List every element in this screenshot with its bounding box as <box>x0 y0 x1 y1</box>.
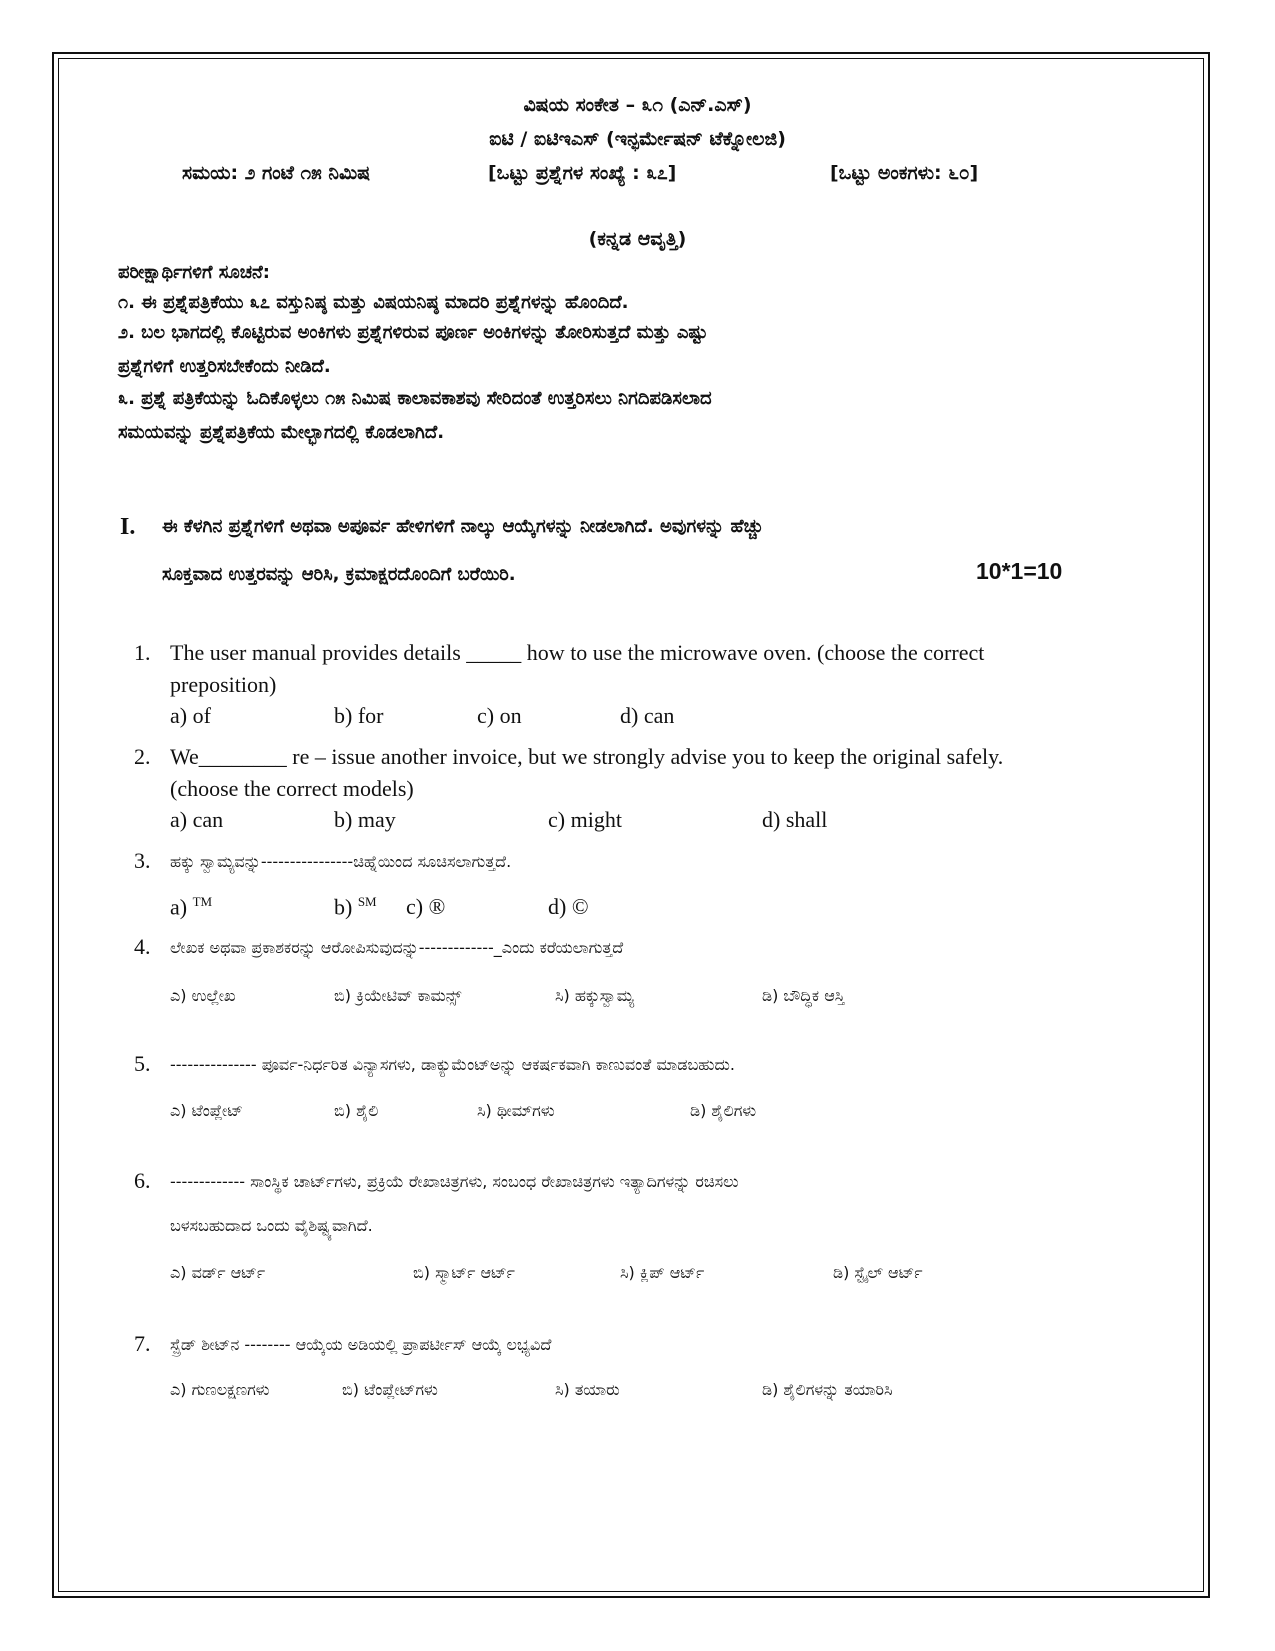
instruction-2a: ೨. ಬಲ ಭಾಗದಲ್ಲಿ ಕೊಟ್ಟಿರುವ ಅಂಕಿಗಳು ಪ್ರಶ್ನೆಗಳಿರುವ ಪೂರ್ಣ ಅಂಕಿಗಳನ್ನು ತೋರಿಸುತ್ತದೆ ಮತ್ತು ಎಷ್ಟು <box>118 322 708 343</box>
option-c: ಸಿ) ಕ್ಲಿಪ್ ಆರ್ಟ್ <box>620 1263 705 1282</box>
total-questions: [ಒಟ್ಟು ಪ್ರಶ್ನೆಗಳ ಸಂಖ್ಯೆ : ೩೭] <box>488 162 677 184</box>
question-text-cont: ಬಳಸಬಹುದಾದ ಒಂದು ವೈಶಿಷ್ಟ್ಯವಾಗಿದೆ. <box>170 1216 373 1235</box>
instruction-1: ೧. ಈ ಪ್ರಶ್ನೆಪತ್ರಿಕೆಯು ೩೭ ವಸ್ತುನಿಷ್ಠ ಮತ್ತು ವಿಷಯನಿಷ್ಠ ಮಾದರಿ ಪ್ರಶ್ನೆಗಳನ್ನು ಹೊಂದಿದೆ. <box>118 292 629 313</box>
option-b: b) for <box>334 703 384 728</box>
option-c: c) on <box>477 703 522 728</box>
option-b: b) may <box>334 807 396 832</box>
question-number: 2. <box>134 744 151 769</box>
option-b <box>334 894 377 920</box>
option-a: ಎ) ಟೆಂಪ್ಲೇಟ್ <box>170 1101 243 1120</box>
question-text: ------------- ಸಾಂಸ್ಥಿಕ ಚಾರ್ಟ್‌ಗಳು, ಪ್ರಕ್ರಿಯೆ ರೇಖಾಚಿತ್ರಗಳು, ಸಂಬಂಧ ರೇಖಾಚಿತ್ರಗಳು ಇತ್ಯಾದಿಗಳನ್ನು ರಚಿಸಲು <box>170 1172 739 1191</box>
option-a: ಎ) ವರ್ಡ್ ಆರ್ಟ್ <box>170 1263 266 1282</box>
option-b: ಬಿ) ಕ್ರಿಯೇಟಿವ್ ಕಾಮನ್ಸ್ <box>334 986 462 1005</box>
option-a <box>170 894 212 920</box>
option-a: a) can <box>170 807 224 832</box>
service-mark-symbol: SM <box>357 894 377 909</box>
question-text-cont: preposition) <box>170 672 277 697</box>
question-text: ಲೇಖಕ ಅಥವಾ ಪ್ರಕಾಶಕರನ್ನು ಆರೋಪಿಸುವುದನ್ನು-------------_ಎಂದು ಕರೆಯಲಾಗುತ್ತದೆ <box>170 938 624 957</box>
option-d: ಡಿ) ಶೈಲಿಗಳು <box>690 1101 757 1120</box>
section-instruction-1: ಈ ಕೆಳಗಿನ ಪ್ರಶ್ನೆಗಳಿಗೆ ಅಥವಾ ಅಪೂರ್ವ ಹೇಳಿಗಳಿಗೆ ನಾಲ್ಕು ಆಯ್ಕೆಗಳನ್ನು ನೀಡಲಾಗಿದೆ. ಅವುಗಳನ್ನು ಹೆಚ್ಚು <box>162 516 764 537</box>
option-a: ಎ) ಗುಣಲಕ್ಷಣಗಳು <box>170 1380 270 1399</box>
option-b-label: b) <box>334 894 353 920</box>
question-number: 5. <box>134 1051 151 1076</box>
option-b: ಬಿ) ಶೈಲಿ <box>334 1101 379 1120</box>
version-label: (ಕನ್ನಡ ಆವೃತ್ತಿ) <box>588 228 687 250</box>
total-marks: [ಒಟ್ಟು ಅಂಕಗಳು: ೬೦] <box>830 162 979 184</box>
subject-code: ವಿಷಯ ಸಂಕೇತ – ೩೧ (ಎನ್.ಎಸ್) <box>523 94 752 116</box>
option-d: d) shall <box>762 807 828 832</box>
option-c: ಸಿ) ಥೀಮ್‌ಗಳು <box>477 1101 555 1120</box>
question-number: 1. <box>134 640 151 665</box>
trademark-symbol: TM <box>192 894 213 909</box>
section-marks: 10*1=10 <box>976 558 1063 584</box>
question-text: ಸ್ಪ್ರೆಡ್ ಶೀಟ್‌ನ -------- ಆಯ್ಕೆಯ ಅಡಿಯಲ್ಲಿ ಪ್ರಾಪರ್ಟೀಸ್ ಆಯ್ಕೆ ಲಭ್ಯವಿದೆ <box>170 1335 552 1354</box>
instruction-3a: ೩. ಪ್ರಶ್ನೆ ಪತ್ರಿಕೆಯನ್ನು ಓದಿಕೊಳ್ಳಲು ೧೫ ನಿಮಿಷ ಕಾಲಾವಕಾಶವು ಸೇರಿದಂತೆ ಉತ್ತರಿಸಲು ನಿಗದಿಪಡಿಸಲಾದ <box>118 388 712 409</box>
option-a: ಎ) ಉಲ್ಲೇಖ <box>170 986 236 1005</box>
option-d: d) can <box>620 703 675 728</box>
page-border <box>52 52 1210 1598</box>
option-d: ಡಿ) ಬೌದ್ಧಿಕ ಆಸ್ತಿ <box>762 986 845 1005</box>
question-text: The user manual provides details _____ how to use the microwave oven. (choose the correct <box>170 640 985 665</box>
page-border-inner <box>58 58 1204 1592</box>
question-number: 3. <box>134 848 151 873</box>
exam-time: ಸಮಯ: ೨ ಗಂಟೆ ೧೫ ನಿಮಿಷ <box>182 162 371 184</box>
option-c: c) might <box>548 807 622 832</box>
question-text-cont: (choose the correct models) <box>170 776 414 801</box>
question-number: 7. <box>134 1331 151 1356</box>
question-text: --------------- ಪೂರ್ವ-ನಿರ್ಧರಿತ ವಿನ್ಯಾಸಗಳು, ಡಾಕ್ಯುಮೆಂಟ್‌ಅನ್ನು ಆಕರ್ಷಕವಾಗಿ ಕಾಣುವಂತೆ ಮಾಡಬಹುದು. <box>170 1055 735 1074</box>
instructions-title: ಪರೀಕ್ಷಾರ್ಥಿಗಳಿಗೆ ಸೂಚನೆ: <box>118 262 270 283</box>
section-number: I. <box>120 514 136 540</box>
option-d: ಡಿ) ಶೈಲಿಗಳನ್ನು ತಯಾರಿಸಿ <box>762 1380 893 1399</box>
option-d: ಡಿ) ಸ್ಟೈಲ್ ಆರ್ಟ್ <box>833 1263 923 1282</box>
question-number: 4. <box>134 934 151 959</box>
question-text: ಹಕ್ಕು ಸ್ವಾಮ್ಯವನ್ನು----------------ಚಿಹ್ನೆಯಿಂದ ಸೂಚಿಸಲಾಗುತ್ತದೆ. <box>170 852 512 871</box>
option-c: ಸಿ) ಹಕ್ಕುಸ್ವಾಮ್ಯ <box>555 986 635 1005</box>
option-b: ಬಿ) ಟೆಂಪ್ಲೇಟ್‌ಗಳು <box>342 1380 438 1399</box>
option-c: c) ® <box>406 894 446 919</box>
option-a-label: a) <box>170 894 188 920</box>
option-a: a) of <box>170 703 211 728</box>
option-c: ಸಿ) ತಯಾರು <box>555 1380 620 1399</box>
option-d: d) © <box>548 894 589 919</box>
instruction-3b: ಸಮಯವನ್ನು ಪ್ರಶ್ನೆಪತ್ರಿಕೆಯ ಮೇಲ್ಭಾಗದಲ್ಲಿ ಕೊಡಲಾಗಿದೆ. <box>118 422 445 443</box>
question-number: 6. <box>134 1168 151 1193</box>
option-b: ಬಿ) ಸ್ಮಾರ್ಟ್ ಆರ್ಟ್ <box>413 1263 515 1282</box>
section-instruction-2: ಸೂಕ್ತವಾದ ಉತ್ತರವನ್ನು ಆರಿಸಿ, ಕ್ರಮಾಕ್ಷರದೊಂದಿಗೆ ಬರೆಯಿರಿ. <box>162 564 516 585</box>
question-text: We________ re – issue another invoice, but we strongly advise you to keep the original safely. <box>170 744 1004 769</box>
subject-name: ಐಟಿ / ಐಟಿಇಎಸ್ (ಇನ್ಫರ್ಮೇಷನ್ ಟೆಕ್ನೋಲಜಿ) <box>489 128 786 150</box>
instruction-2b: ಪ್ರಶ್ನೆಗಳಿಗೆ ಉತ್ತರಿಸಬೇಕೆಂದು ನೀಡಿದೆ. <box>118 356 331 377</box>
